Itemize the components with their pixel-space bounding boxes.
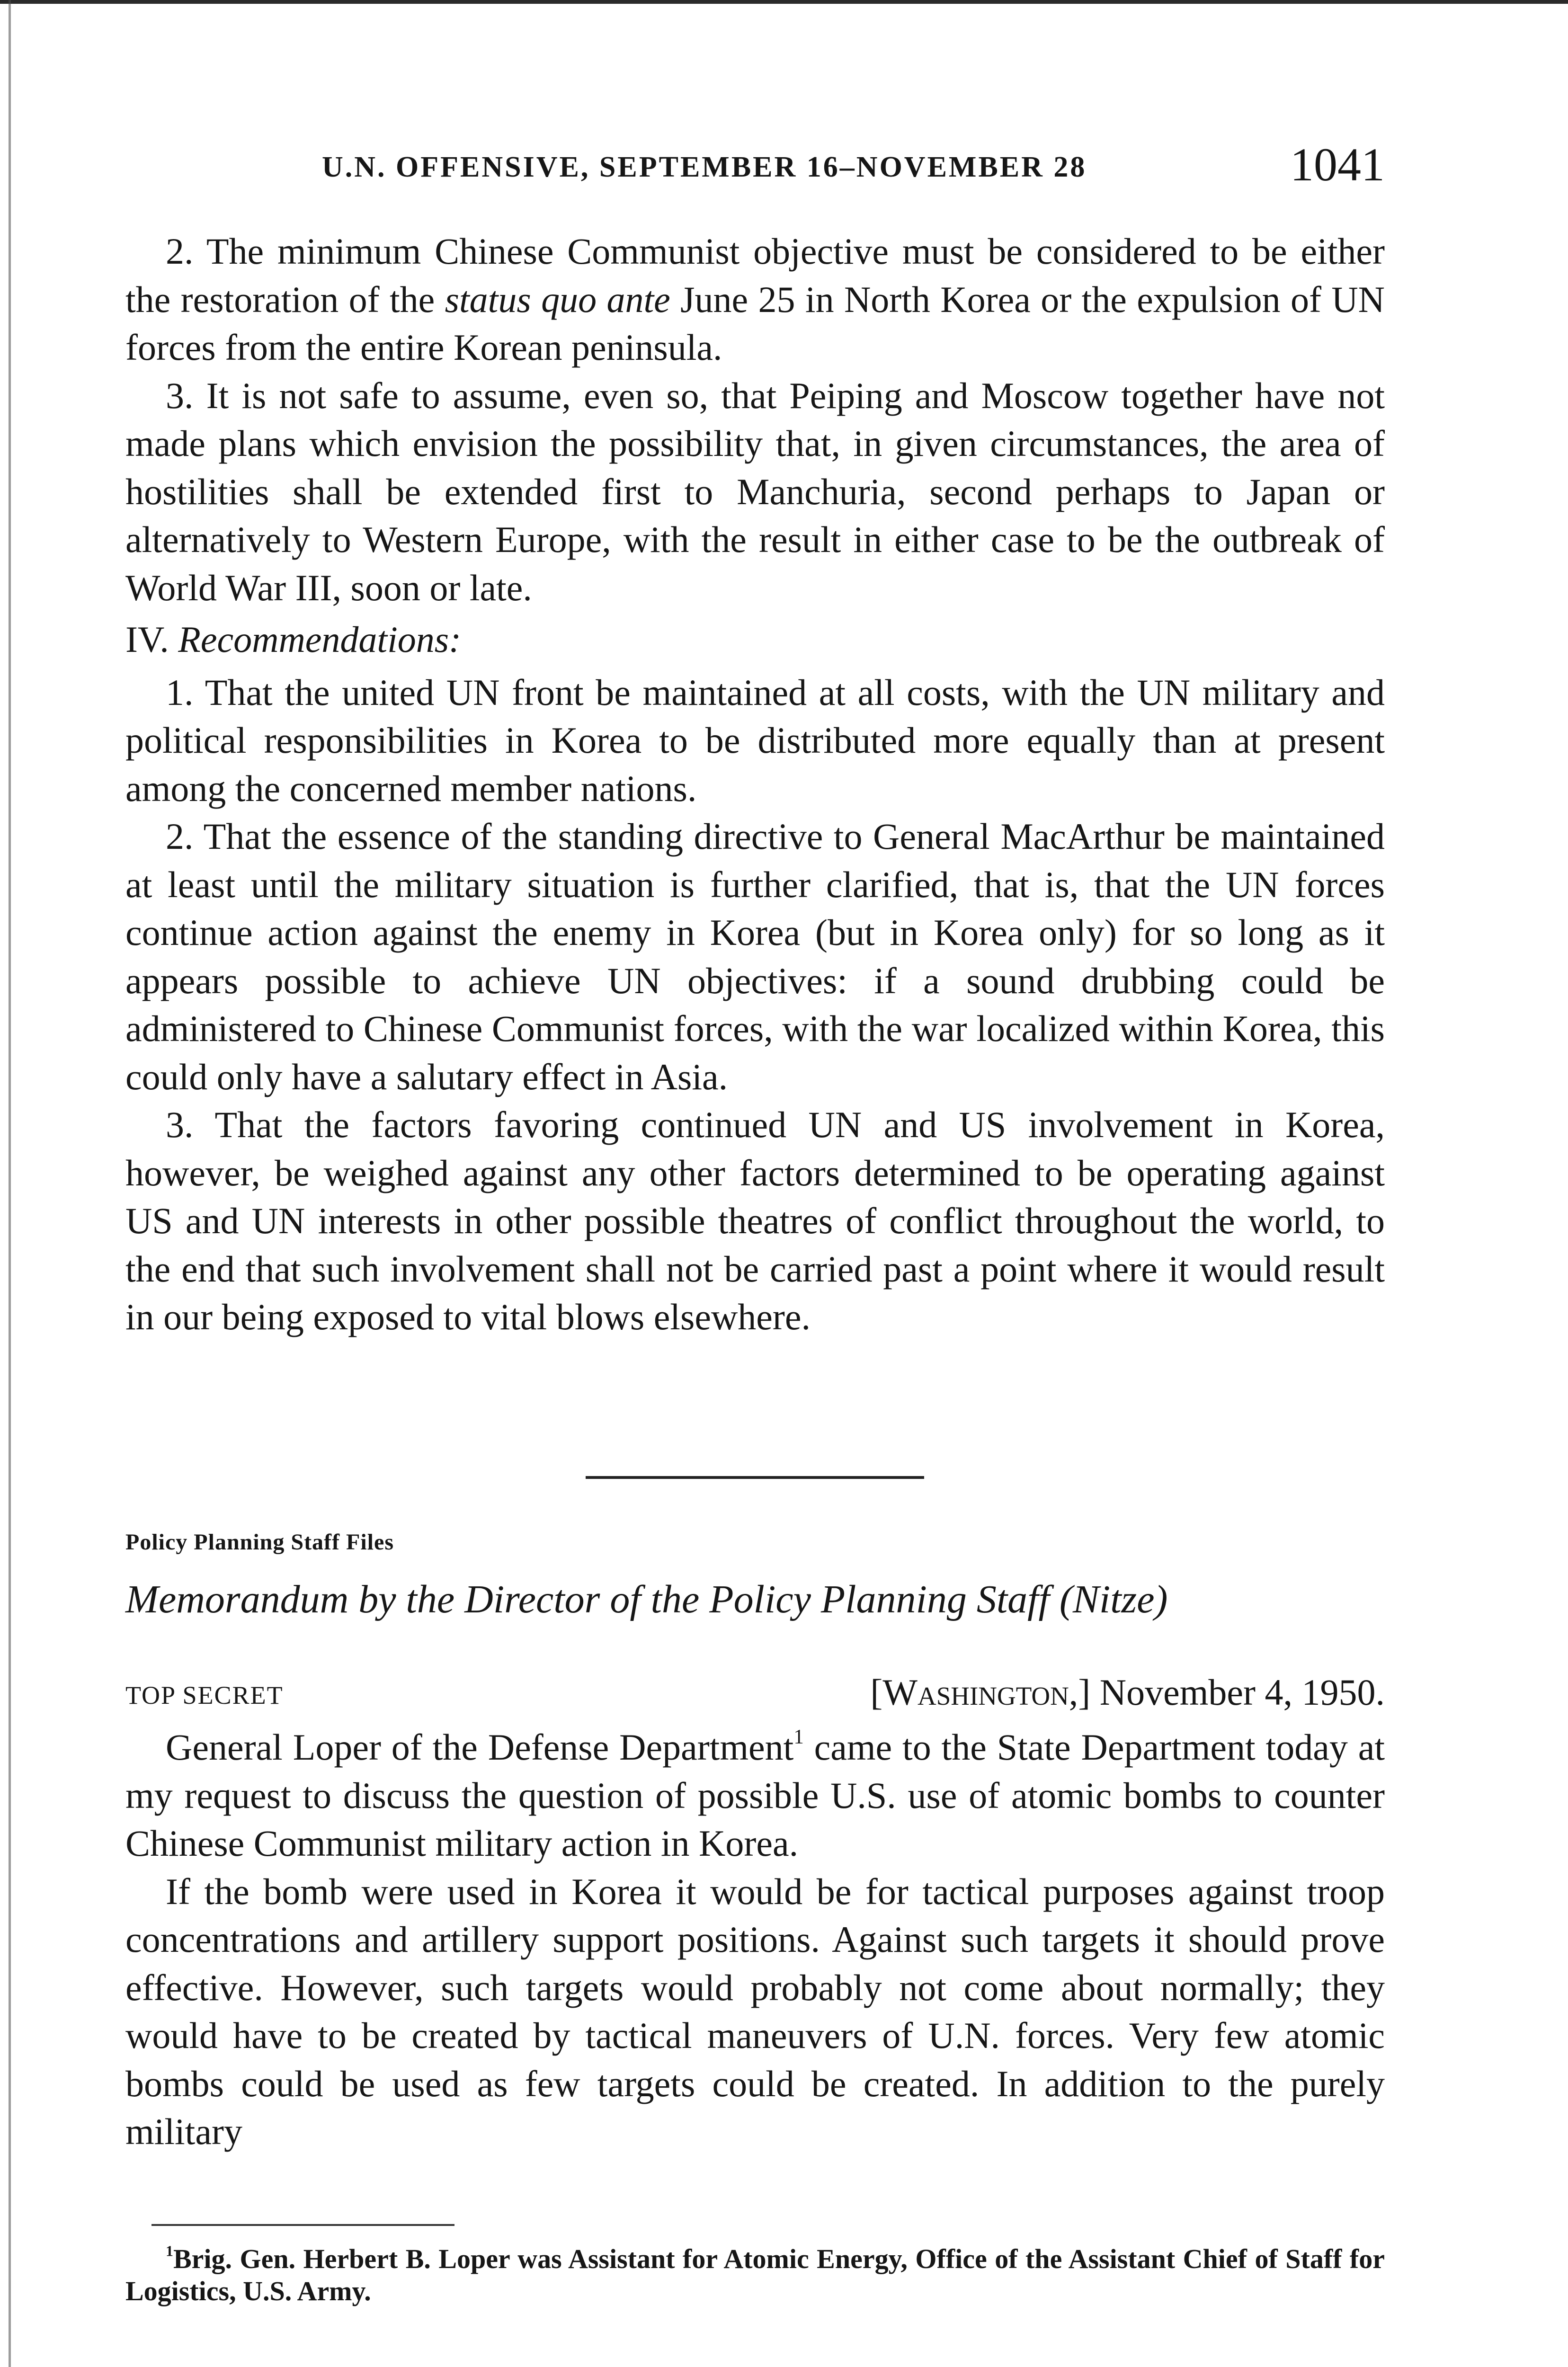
recommendation-2: 2. That the essence of the standing directive to General MacArthur be maintained at least until the military situation is further clarified, that is, that the UN forces continue action against the enemy in Korea (but in Korea only) for so long as it appears possible to achieve UN objectives: if a sound drubbing could be administered to Chinese Communist forces, with the war localized within Korea, this could only have a salutary effect in Asia.: [125, 816, 1385, 1097]
dateline: [Washington,] November 4, 1950.: [870, 1672, 1385, 1713]
footnote: $^1$Brig. Gen. Herbert B. Loper was Assistant for Atomic Energy, Office of the Assistant Chief of Staff for Logistics, U.S. Army.: [125, 2242, 1385, 2306]
source-label: Policy Planning Staff Files: [125, 1530, 394, 1555]
scan-edge-top: [0, 0, 1568, 4]
memo-paragraph-1: General Loper of the Defense Department$^1$ came to the State Department today at my request to discuss the question of possible U.S. use of atomic bombs to counter Chinese Communist military action in Korea.: [125, 1726, 1385, 1864]
page-number: 1041: [1290, 138, 1385, 191]
running-title: U.N. OFFENSIVE, SEPTEMBER 16–NOVEMBER 28: [322, 151, 1087, 183]
section-iv: [125, 615, 1385, 1341]
memo-title: Memorandum by the Director of the Policy Planning Staff (Nitze): [125, 1577, 1168, 1621]
running-head: [125, 137, 1385, 189]
footnote-reference: 1: [793, 1726, 804, 1748]
scan-edge-left: [9, 0, 11, 2367]
classification: TOP SECRET: [125, 1681, 284, 1709]
section-iii-continuation: [125, 227, 1385, 612]
classification-dateline-row: [125, 1671, 1385, 1718]
footnote-rule: [151, 2224, 454, 2226]
paragraph-iii-3: 3. It is not safe to assume, even so, that Peiping and Moscow together have not made plans which envision the possibility that, in given circumstances, the area of hostilities shall be extended first to Manchuria, second perhaps to Japan or alternatively to Western Europe, with the result in either case to be the outbreak of World War III, soon or late.: [125, 374, 1385, 608]
recommendation-1: 1. That the united UN front be maintained at all costs, with the UN military and political responsibilities in Korea to be distributed more equally than at present among the concerned member nations.: [125, 671, 1385, 809]
paragraph-iii-2: 2. The minimum Chinese Communist objective must be considered to be either the restoration of the status quo ante June 25 in North Korea or the expulsion of UN forces from the entire Korean peninsula.: [125, 231, 1385, 368]
footnote-marker: 1: [166, 2242, 173, 2260]
section-iv-heading: IV. Recommendations:: [125, 619, 462, 660]
recommendation-3: 3. That the factors favoring continued UN and US involvement in Korea, however, be weighed against any other factors determined to be operating against US and UN interests in other possible theatres of conflict throughout the world, to the end that such involvement shall not be carried past a point where it would result in our being exposed to vital blows elsewhere.: [125, 1104, 1385, 1337]
memo-body: [125, 1723, 1385, 2156]
section-divider: [586, 1476, 924, 1479]
memo-paragraph-2: If the bomb were used in Korea it would be for tactical purposes against troop concentrations and artillery support positions. Against such targets it should prove effective. However, such targets would probably not come about normally; they would have to be created by tactical maneuvers of U.N. forces. Very few atomic bombs could be used as few targets could be created. In addition to the purely military: [125, 1870, 1385, 2152]
